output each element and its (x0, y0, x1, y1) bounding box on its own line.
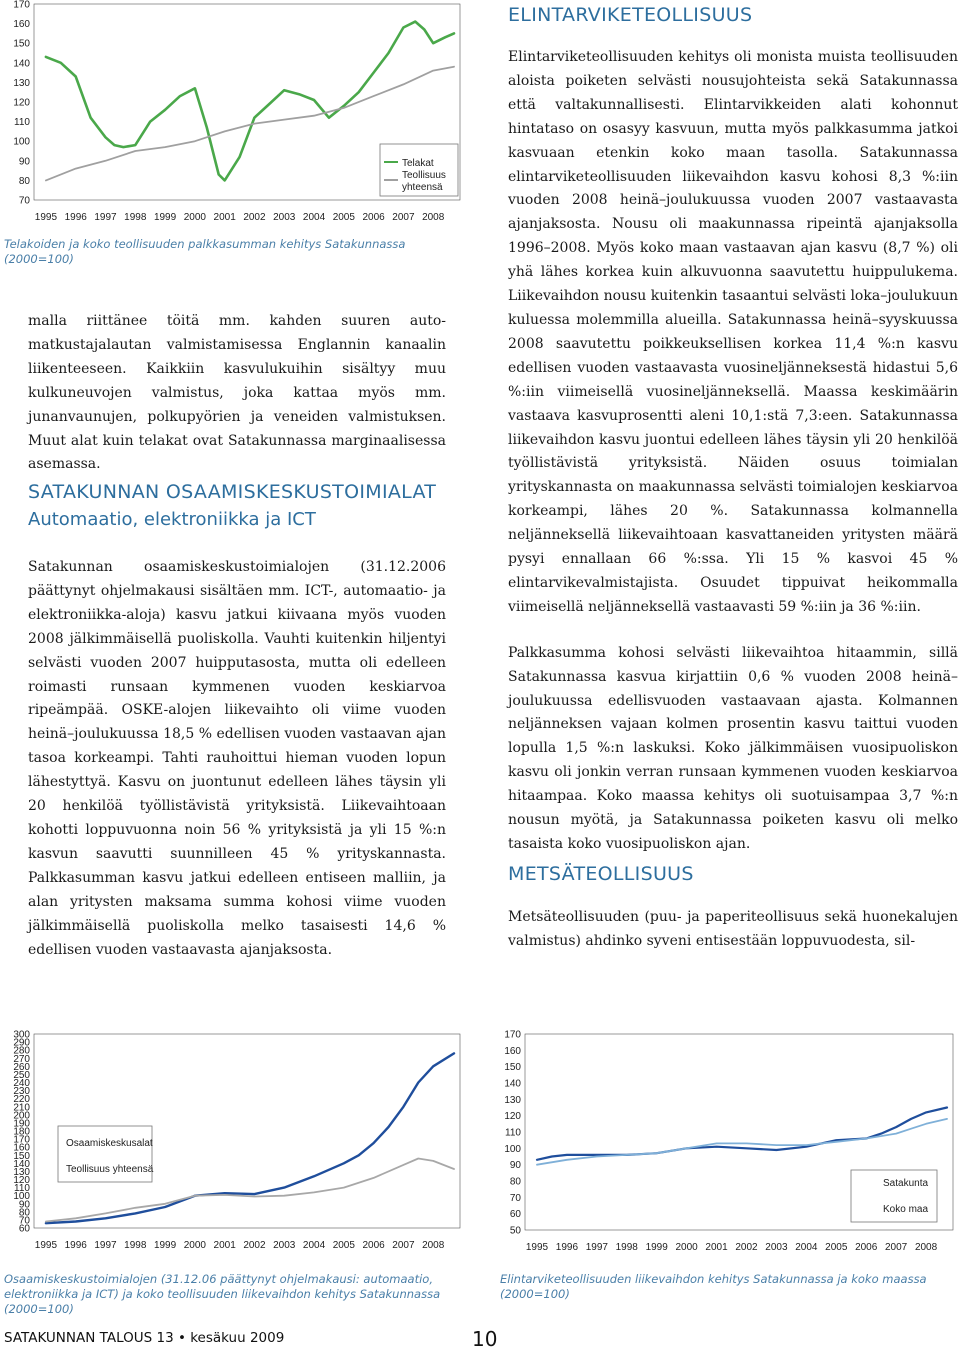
legend-label: Telakat (402, 158, 434, 169)
forest-column-body (508, 906, 958, 954)
x-tick-label: 1996 (64, 1240, 87, 1251)
left-body-paragraph: Satakunnan osaamiskeskustoimialojen (31.12.2006 päättynyt ohjelmakausi sisältäen mm. ICT-, automaatio- ja elektroniikka-aloja) kasvu jatkui kiivaana myös vuoden 2008 jälkimmäisellä puoliskolla. Vauhti kuitenkin hiljentyi selvästi vuoden 2007 huipputasosta, mutta oli edelleen roimasti runsaan kymmenen vuoden keskiarvoa ripeämpää. OSKE-alojen liikevaihto oli viime vuoden heinä–joulukuussa 18,5 % edellisen vuoden vastaavan ajan tasoa korkeampi. Tahti rauhoittui hieman vuoden lopun lähestyttyä. Kasvu on juontunut edelleen lähes täysin yli 20 henkilöä työllistävistä yrityksistä. Liikevaihtoaan kohotti loppuvuonna noin 56 % yrityksistä ja yli 15 %:n kasvun saavutti suunnilleen 45 % yrityskannasta. Palkkasumman kasvu jatkui edelleen entiseen malliin, ja alan yritysten maksama summa kohosi viime vuoden jälkimmäisellä puoliskolla melko tasaisesti 14,6 % edellisen vuoden vastaavasta ajanjaksosta. (28, 559, 446, 958)
x-tick-label: 2001 (213, 212, 236, 223)
y-tick-label: 120 (504, 1111, 521, 1123)
x-tick-label: 2002 (243, 1240, 266, 1251)
x-tick-label: 1998 (615, 1242, 638, 1253)
oske-chart-caption: Osaamiskeskustoimialojen (31.12.06 päättynyt ohjelmakausi: automaatio, elektroniikka ja ICT) ja koko teollisuuden liikevaihdon kehitys Satakunnassa (2000=100) (4, 1272, 441, 1316)
oske-turnover-chart (0, 1030, 470, 1255)
x-tick-label: 2001 (213, 1240, 236, 1251)
y-tick-label: 110 (14, 117, 30, 129)
y-tick-label: 130 (13, 1166, 30, 1178)
x-tick-label: 1998 (124, 1240, 147, 1251)
section-heading-forest: METSÄTEOLLISUUS (508, 863, 694, 885)
x-tick-label: 1999 (153, 212, 177, 223)
food-chart-caption: Elintarviketeollisuuden liikevaihdon kehitys Satakunnassa ja koko maassa (2000=100) (500, 1272, 927, 1301)
x-tick-label: 2005 (332, 212, 355, 223)
y-tick-label: 140 (13, 58, 30, 70)
x-tick-label: 2008 (914, 1242, 938, 1253)
x-tick-label: 2008 (422, 1240, 445, 1251)
y-tick-label: 300 (13, 1029, 30, 1041)
x-tick-label: 2008 (422, 212, 445, 223)
food-paragraph-1: Elintarviketeollisuuden kehitys oli monista muista teollisuuden aloista poiketen selvästi nousujohteista sekä Satakunnassa että valtakunnallisesti. Elintarvikkeiden alati kohonnut hintataso on osasyy kasvuun, mutta myös palkkasumma jatkoi kasvuaan etenkin koko maan tasolla. Satakunnassa elintarviketeollisuuden liikevaihdon kasvu kohosi 8,3 %:iin vuoden 2008 heinä–joulukuussa vuoden 2007 vastaavasta ajanjaksosta. Nousu oli maakunnassa ripeintä ajanjaksolla 1996–2008. Myös koko maan vastaavan ajan kasvu (8,7 %) oli yhä lähes korkea kuin alkuvuonna saavutettu huippulukema. Liikevaihdon nousu kuitenkin tasaantui selvästi loka–joulukuun kuluessa molemmilla alueilla. Satakunnassa heinä–syyskuussa 2008 saavutettu poikkeuksellisen korkea 11,4 %:n kasvu edellisen vuoden vastaavasta vuosineljänneksestä hidastui 5,6 %:iin viimeisellä vuosineljänneksellä. Maassa keskimäärin vastaava kasvuprosentti aleni 10,1:stä 7,3:een. Satakunnassa liikevaihdon kasvu juontui edelleen lähes täysin yli 20 henkilöä työllistävistä yrityksistä. Näiden osuus toimialan yrityskannasta on maakunnassa selvästi toimialojen keskiarvoa korkeampi, lähes 20 %. Satakunnassa kolmannella neljänneksellä liikevaihtoaan kasvattaneiden yritysten määrä pysyi ennallaan 66 %:ssa. Yli 15 % kasvoi 45 % elintarvikevalmistajista. Osuudet tippuivat heikommalla viimeisellä neljänneksellä vastaavasti 59 %:iin ja 36 %:iin. (508, 49, 959, 615)
x-tick-label: 1995 (34, 1240, 58, 1251)
y-tick-label: 90 (18, 1199, 30, 1211)
y-tick-label: 70 (509, 1192, 521, 1204)
y-tick-label: 290 (13, 1037, 30, 1049)
left-column-body (28, 556, 446, 962)
y-tick-label: 200 (13, 1110, 30, 1122)
x-tick-label: 1999 (153, 1240, 177, 1251)
y-tick-label: 250 (13, 1069, 30, 1081)
publication-footer: SATAKUNNAN TALOUS 13 • kesäkuu 2009 (4, 1330, 285, 1346)
y-tick-label: 110 (14, 1183, 30, 1195)
x-tick-label: 2006 (855, 1242, 878, 1253)
food-paragraph-2: Palkkasumma kohosi selvästi liikevaihtoa hitaammin, sillä Satakunnassa kasvua kirjattiin 0,6 % vuoden 2008 heinä–joulukuussa edellisvuoden vastaavaan ajasta. Kolmannen neljänneksen vajaan kolmen prosentin kasvu taittui vuoden lopulla 1,5 %:n laskuksi. Koko jälkimmäisen vuosipuoliskon kasvu oli jonkin verran runsaan kymmenen vuoden keskiarvoa hitaampaa. Koko maassa kehitys oli suotuisampaa 3,7 %:n nousun myötä, ja Satakunnassa poiketen kasvu oli melko tasaista koko vuosipuoliskon ajan. (508, 644, 958, 852)
y-tick-label: 80 (18, 175, 30, 187)
oske-turnover-svg (0, 1030, 470, 1255)
x-tick-label: 2007 (392, 212, 415, 223)
x-tick-label: 2001 (705, 1242, 728, 1253)
y-tick-label: 80 (18, 1207, 30, 1219)
y-tick-label: 170 (13, 0, 30, 11)
y-tick-label: 170 (13, 1134, 30, 1146)
y-tick-label: 70 (18, 195, 30, 207)
y-tick-label: 120 (13, 97, 30, 109)
x-tick-label: 1999 (645, 1242, 668, 1253)
series-line (537, 1108, 947, 1160)
y-tick-label: 130 (13, 77, 30, 89)
x-tick-label: 2004 (302, 212, 326, 223)
x-tick-label: 2005 (825, 1242, 848, 1253)
y-tick-label: 270 (13, 1053, 30, 1065)
x-tick-label: 1998 (124, 212, 147, 223)
x-tick-label: 1997 (94, 212, 117, 223)
legend-label: Koko maa (883, 1204, 929, 1215)
y-tick-label: 160 (504, 1045, 521, 1057)
legend-label: Osaamiskeskusalat (66, 1138, 153, 1149)
legend-label: Teollisuus (402, 170, 446, 181)
y-tick-label: 260 (13, 1061, 30, 1073)
x-tick-label: 2007 (392, 1240, 415, 1251)
left-column-intro (28, 310, 446, 477)
x-tick-label: 2000 (675, 1242, 698, 1253)
y-tick-label: 100 (504, 1143, 521, 1155)
x-tick-label: 1995 (525, 1242, 549, 1253)
y-tick-label: 120 (13, 1175, 30, 1186)
y-tick-label: 100 (13, 136, 30, 148)
x-tick-label: 2000 (183, 1240, 206, 1251)
left-intro-paragraph: malla riittänee töitä mm. kahden suuren auto-matkustajalautan valmistamisessa Englannin kanaalin liikenteeseen. Kaikkiin kasvulukuihin sisältyy muu kulkuneuvojen valmistus, joka kattaa myös mm. junanvaunujen, polkupyörien ja veneiden valmistuksen. Muut alat kuin telakat ovat Satakunnassa marginaalisessa asemassa. (28, 313, 446, 473)
x-tick-label: 2006 (362, 1240, 385, 1251)
y-tick-label: 160 (13, 1142, 30, 1154)
section-heading-food: ELINTARVIKETEOLLISUUS (508, 4, 753, 26)
y-tick-label: 50 (509, 1225, 521, 1237)
y-tick-label: 60 (18, 1223, 30, 1235)
y-tick-label: 230 (13, 1086, 30, 1098)
x-tick-label: 2002 (735, 1242, 758, 1253)
y-tick-label: 80 (509, 1176, 521, 1188)
shipyard-payroll-svg (0, 0, 470, 230)
y-tick-label: 170 (504, 1029, 521, 1041)
right-column-body (508, 46, 958, 857)
y-tick-label: 90 (18, 156, 30, 168)
x-tick-label: 1997 (585, 1242, 608, 1253)
x-tick-label: 2007 (885, 1242, 908, 1253)
x-tick-label: 1996 (555, 1242, 579, 1253)
y-tick-label: 180 (13, 1126, 30, 1138)
x-tick-label: 2005 (332, 1240, 355, 1251)
shipyard-payroll-chart (0, 0, 470, 230)
y-tick-label: 150 (504, 1062, 521, 1074)
x-tick-label: 2003 (273, 212, 296, 223)
y-tick-label: 240 (13, 1078, 30, 1089)
y-tick-label: 210 (13, 1102, 30, 1114)
legend-label: yhteensä (402, 182, 443, 193)
y-tick-label: 90 (509, 1160, 521, 1172)
x-tick-label: 1995 (34, 212, 58, 223)
x-tick-label: 1997 (94, 1240, 117, 1251)
series-line (537, 1119, 947, 1165)
section-heading-oske: SATAKUNNAN OSAAMISKESKUSTOIMIALAT (28, 481, 437, 503)
y-tick-label: 130 (504, 1094, 521, 1106)
shipyard-chart-caption: Telakoiden ja koko teollisuuden palkkasumman kehitys Satakunnassa (2000=100) (4, 237, 406, 266)
forest-paragraph: Metsäteollisuuden (puu- ja paperiteollisuus sekä huonekalujen valmistus) ahdinko syveni entisestään loppuvuodesta, sil- (508, 909, 958, 949)
legend-label: Satakunta (883, 1178, 929, 1189)
y-tick-label: 160 (13, 19, 30, 31)
x-tick-label: 2000 (183, 212, 206, 223)
y-tick-label: 140 (13, 1158, 30, 1170)
y-tick-label: 100 (13, 1191, 30, 1203)
x-tick-label: 2006 (362, 212, 385, 223)
y-tick-label: 150 (13, 1150, 30, 1162)
y-tick-label: 140 (504, 1078, 521, 1090)
food-turnover-chart (495, 1030, 960, 1255)
x-tick-label: 2004 (795, 1242, 818, 1253)
x-tick-label: 1996 (64, 212, 87, 223)
y-tick-label: 110 (505, 1127, 521, 1139)
legend-label: Teollisuus yhteensä (66, 1164, 154, 1175)
x-tick-label: 2003 (765, 1242, 788, 1253)
y-tick-label: 280 (13, 1045, 30, 1057)
y-tick-label: 190 (13, 1118, 30, 1130)
y-tick-label: 150 (13, 38, 30, 50)
section-subheading-oske: Automaatio, elektroniikka ja ICT (28, 509, 316, 530)
x-tick-label: 2003 (273, 1240, 296, 1251)
y-tick-label: 70 (18, 1215, 30, 1227)
y-tick-label: 60 (509, 1209, 521, 1221)
y-tick-label: 220 (13, 1094, 30, 1106)
x-tick-label: 2002 (243, 212, 266, 223)
x-tick-label: 2004 (302, 1240, 326, 1251)
food-turnover-svg (495, 1030, 960, 1255)
page-number: 10 (472, 1327, 498, 1351)
